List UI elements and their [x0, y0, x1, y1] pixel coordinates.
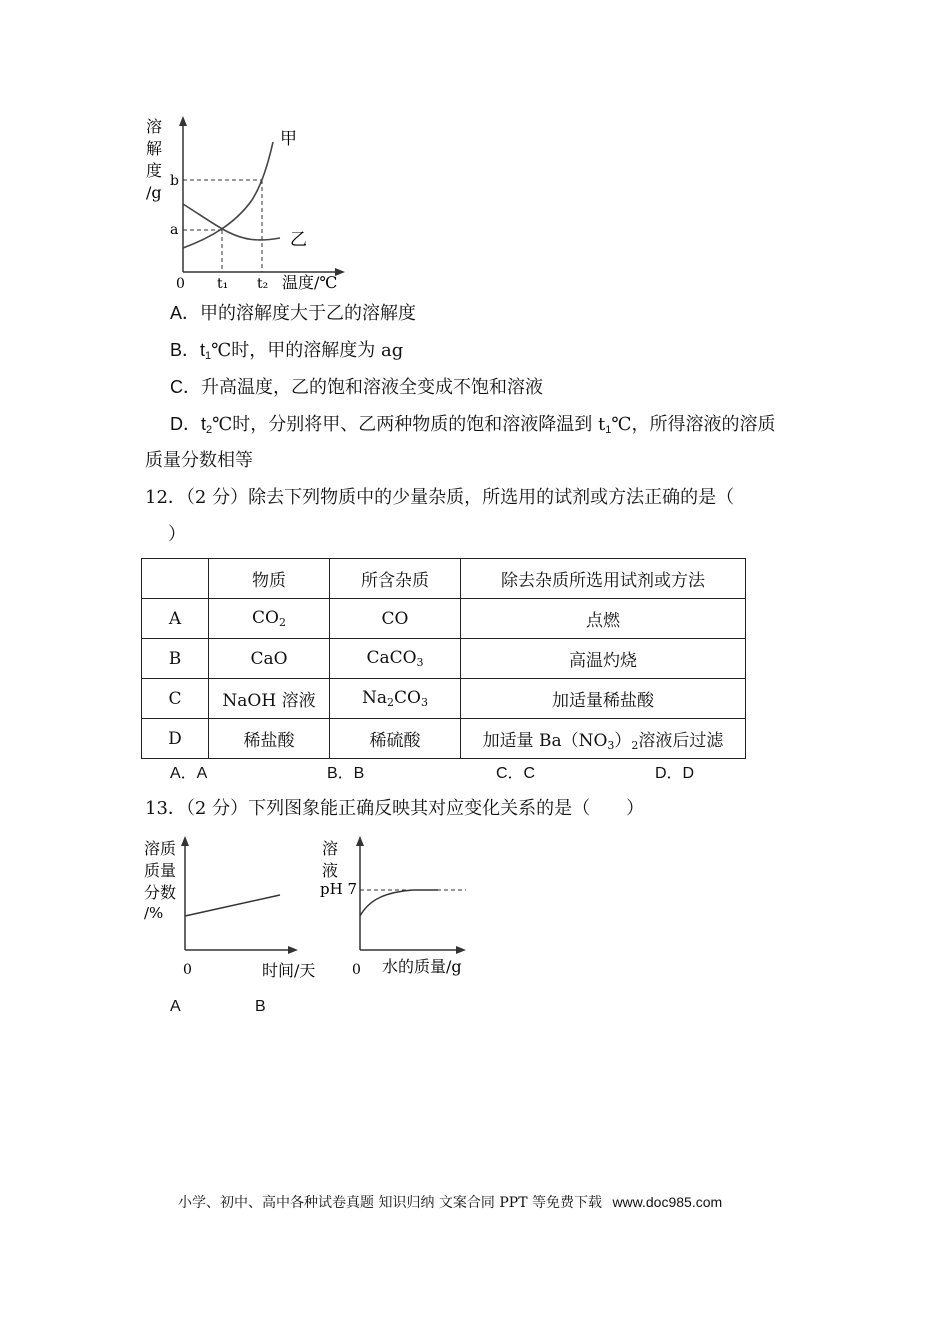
row-method: 加适量稀盐酸: [461, 679, 746, 719]
y-axis-arrow: [356, 836, 364, 846]
row-impurity: $Na_2CO_3$: [330, 679, 461, 719]
q11-option-c: [170, 374, 543, 401]
graph-b-caption: B: [255, 998, 266, 1015]
option-d-text2: ℃，所得溶液的溶质: [611, 414, 776, 435]
x-origin: 0: [176, 276, 185, 292]
q12-table: [141, 558, 746, 759]
y-label-1: 溶: [146, 117, 163, 136]
q12-option-b: B．B: [327, 765, 365, 782]
row-impurity: CO: [330, 599, 461, 639]
footer-url[interactable]: www.doc985.com: [612, 1194, 723, 1210]
option-c-label: C．: [170, 377, 201, 397]
option-d-sub2: 1: [605, 424, 612, 436]
x-tick-t1: t₁: [217, 276, 229, 292]
header-method: 除去杂质所选用试剂或方法: [461, 559, 746, 599]
table-row: [142, 639, 746, 679]
option-a-text: 甲的溶解度大于乙的溶解度: [200, 303, 417, 324]
ph-label: pH 7: [320, 880, 357, 898]
y-label-3: 分数: [144, 883, 177, 902]
y-label-1: 溶质: [144, 839, 177, 858]
y-tick-a: a: [170, 222, 179, 238]
q11-option-d: [170, 411, 776, 443]
row-substance: $CO_2$: [209, 599, 330, 639]
row-substance: 稀盐酸: [209, 719, 330, 759]
y-label-2: 质量: [144, 861, 177, 880]
curve-label-jia: 甲: [280, 129, 297, 149]
table-row: [142, 599, 746, 639]
q13-stem: 13．（2 分）下列图象能正确反映其对应变化关系的是（ ）: [145, 798, 645, 819]
y-label-2: 液: [322, 861, 339, 880]
q12-option-d: D．D: [655, 765, 695, 782]
option-d-t: t: [201, 414, 207, 434]
x-axis-arrow: [288, 946, 298, 954]
y-axis-arrow: [181, 836, 189, 846]
data-line: [185, 895, 280, 916]
y-label-3: 度: [146, 161, 163, 180]
row-method: 点燃: [461, 599, 746, 639]
row-key: C: [142, 679, 209, 719]
option-a-label: A．: [170, 303, 201, 323]
row-method: 加适量 $Ba(NO_3)_2$溶液后过滤: [461, 719, 746, 759]
origin-label: 0: [352, 962, 361, 978]
origin-label: 0: [183, 962, 192, 978]
y-label-4: /%: [144, 904, 164, 922]
option-d-text1: ℃时，分别将甲、乙两种物质的饱和溶液降温到 t: [212, 414, 606, 435]
y-label-1: 溶: [322, 839, 339, 858]
table-header-row: [142, 559, 746, 599]
x-tick-t2: t₂: [257, 276, 269, 292]
option-b-t: t: [200, 340, 206, 360]
q12-option-c: C．C: [496, 765, 536, 782]
header-cell-empty: [142, 559, 209, 599]
x-label: 时间/天: [262, 961, 316, 980]
table-row: [142, 719, 746, 759]
solubility-graph: [140, 112, 350, 297]
option-c-text: 升高温度，乙的饱和溶液全变成不饱和溶液: [201, 377, 543, 398]
q12-stem: 12．（2 分）除去下列物质中的少量杂质，所选用的试剂或方法正确的是（: [145, 487, 735, 508]
option-d-label: D．: [170, 414, 201, 434]
q11-option-a: [170, 300, 416, 327]
q12-stem-close: ）: [168, 524, 186, 545]
graph-b: [318, 830, 478, 985]
x-label: 水的质量/g: [382, 957, 462, 976]
y-axis-arrow: [179, 116, 187, 126]
option-b-sub: 1: [205, 350, 212, 362]
footer: [178, 1192, 722, 1212]
option-d-sub: 2: [206, 424, 213, 436]
row-key: D: [142, 719, 209, 759]
q12-option-a: A．A: [170, 765, 208, 782]
curve-label-yi: 乙: [290, 230, 307, 250]
footer-text: 小学、初中、高中各种试卷真题 知识归纳 文案合同 PPT 等免费下载: [178, 1195, 602, 1211]
option-b-text: ℃时，甲的溶解度为 ag: [211, 340, 404, 361]
graph-a: [140, 830, 325, 985]
row-substance: NaOH 溶液: [209, 679, 330, 719]
row-impurity: 稀硫酸: [330, 719, 461, 759]
x-label: 温度/℃: [282, 273, 338, 292]
header-substance: 物质: [209, 559, 330, 599]
row-substance: CaO: [209, 639, 330, 679]
row-key: A: [142, 599, 209, 639]
option-b-label: B．: [170, 340, 201, 360]
y-label-2: 解: [146, 139, 163, 158]
y-label-4: /g: [146, 183, 162, 202]
row-impurity: CaCO$_3$: [330, 639, 461, 679]
ph-curve: [360, 890, 438, 916]
x-axis-arrow: [456, 946, 466, 954]
y-tick-b: b: [170, 173, 179, 189]
header-impurity: 所含杂质: [330, 559, 461, 599]
graph-a-caption: A: [170, 998, 181, 1015]
q11-option-d-line2: 质量分数相等: [145, 450, 253, 471]
row-method: 高温灼烧: [461, 639, 746, 679]
row-key: B: [142, 639, 209, 679]
table-row: [142, 679, 746, 719]
q11-option-b: [170, 337, 403, 369]
